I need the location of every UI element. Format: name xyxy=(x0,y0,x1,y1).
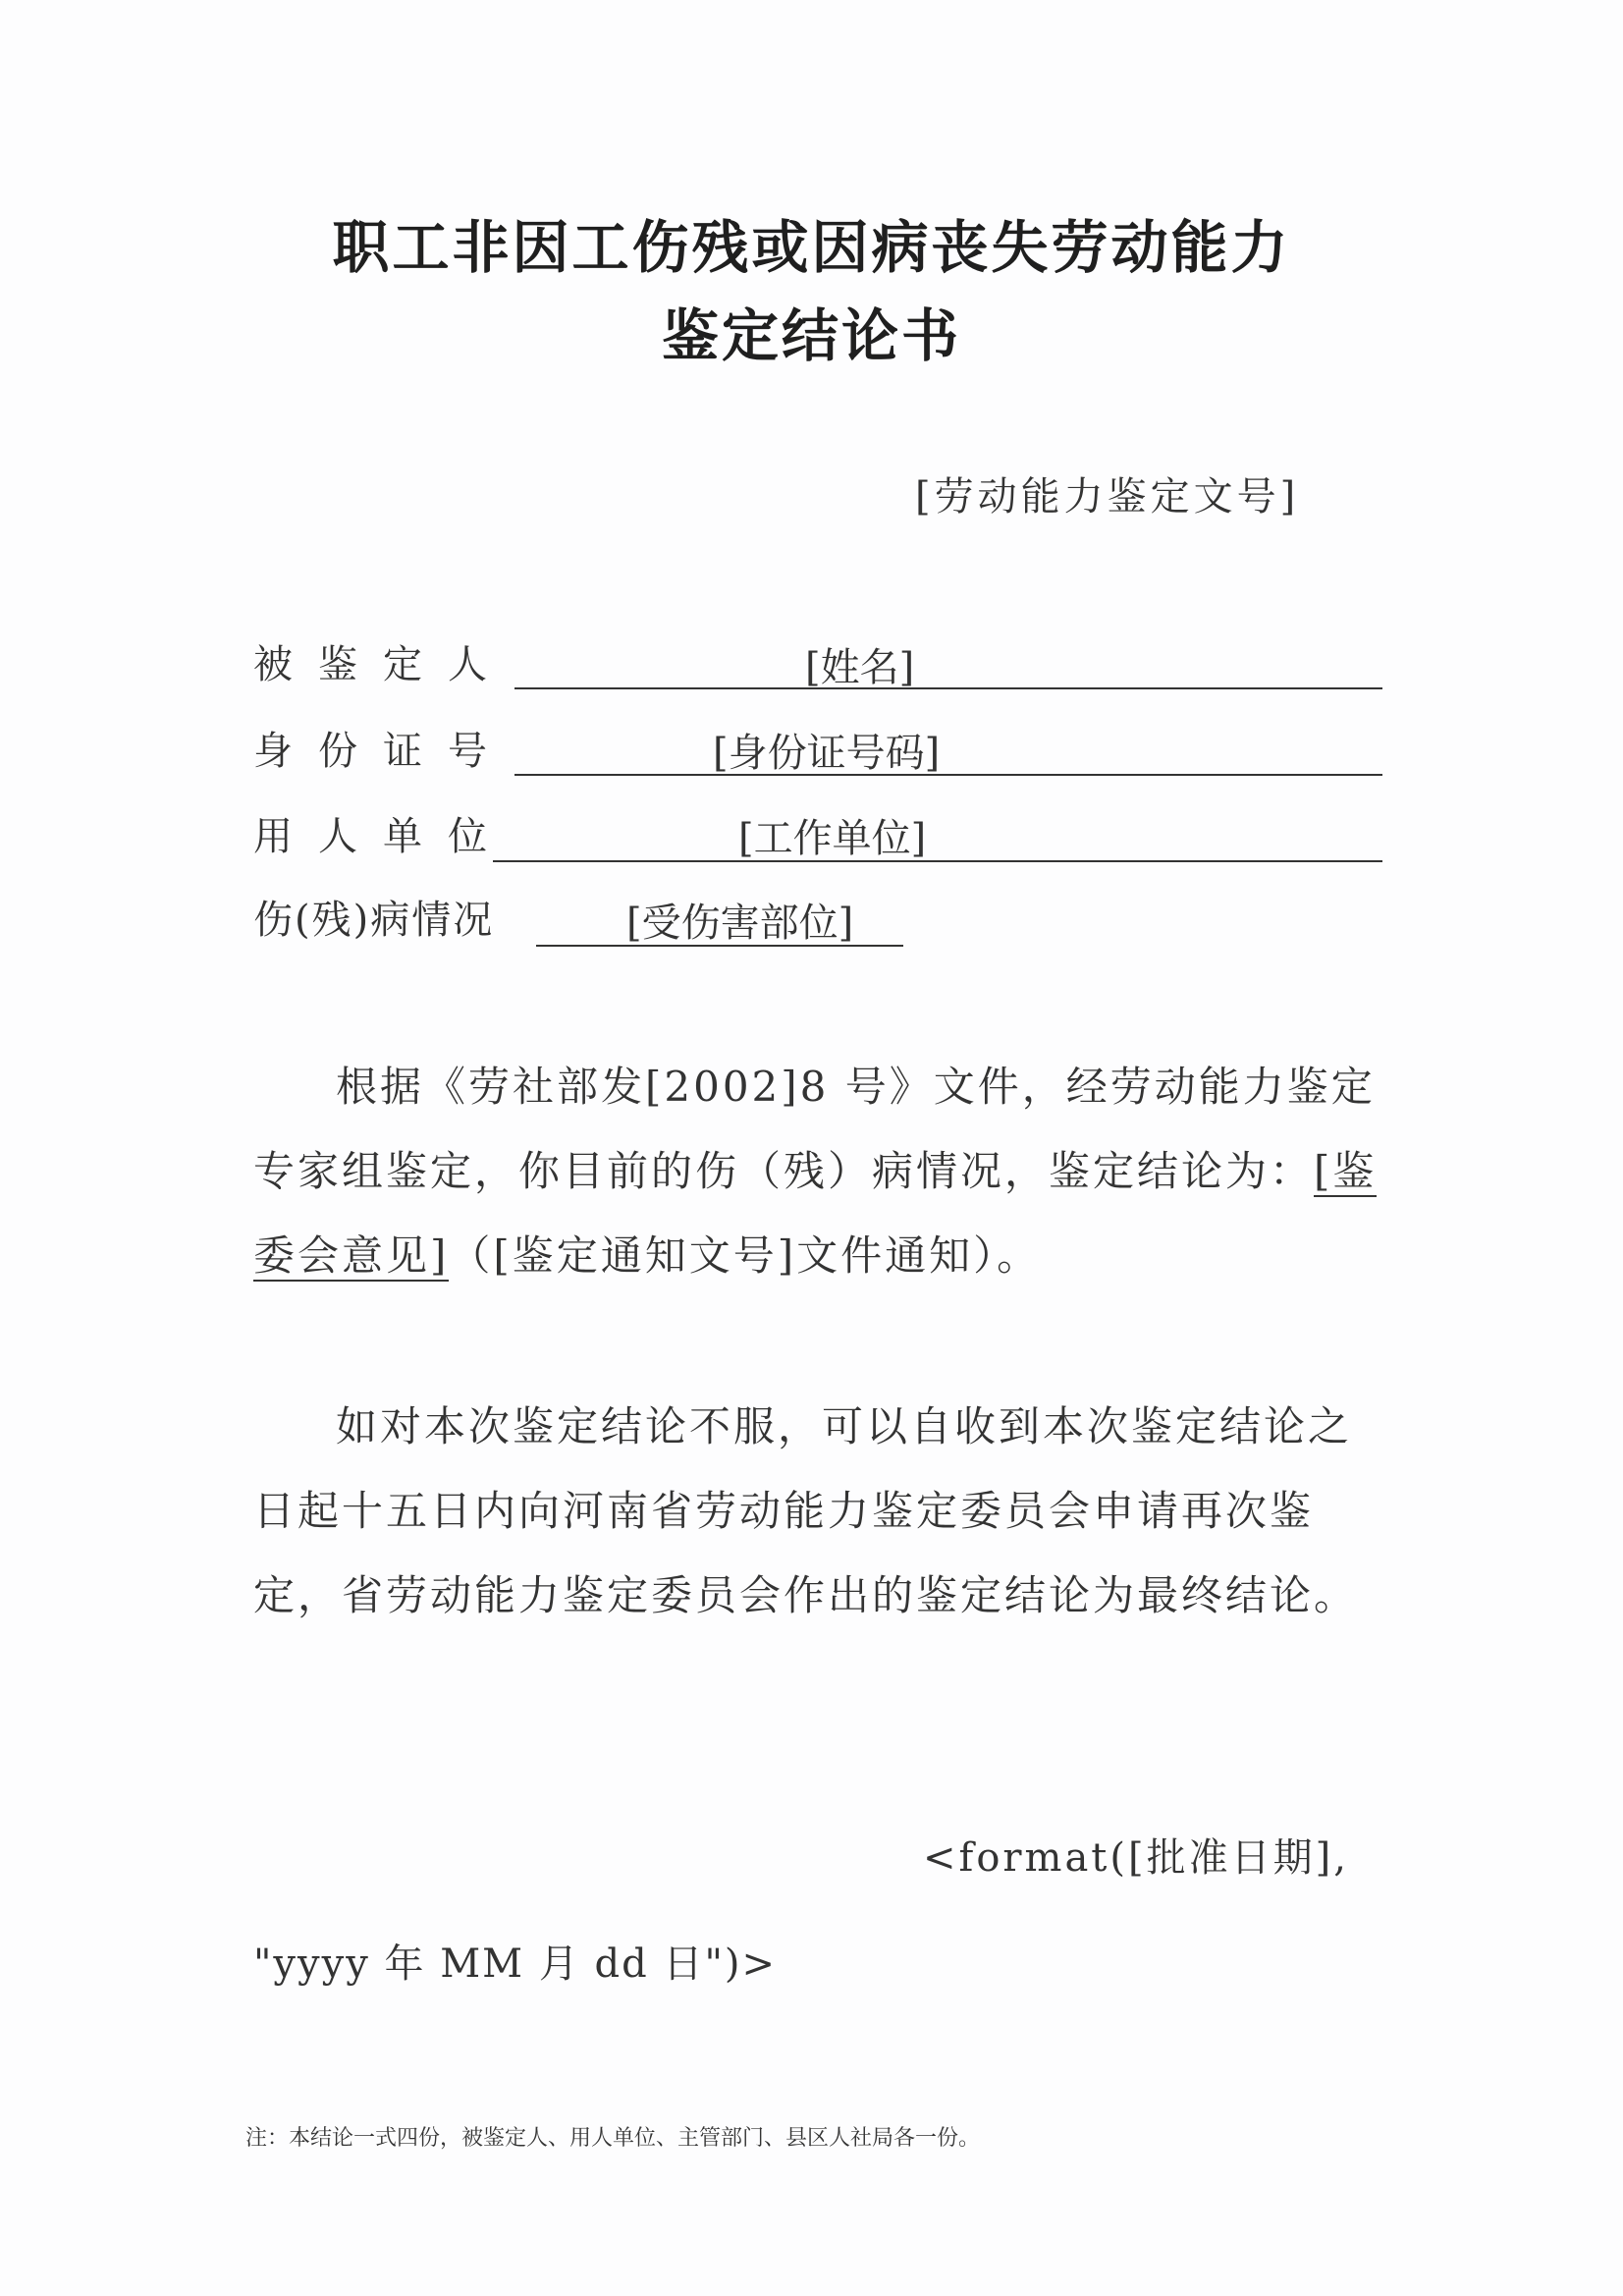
field-value-employer: [工作单位] xyxy=(738,816,927,861)
field-label-employer: 用人单位 xyxy=(253,814,513,859)
approval-date-line1: <format([批准日期], xyxy=(923,1835,1349,1881)
committee-opinion: [鉴委会意见] xyxy=(253,1147,1378,1280)
footnote: 注：本结论一式四份，被鉴定人、用人单位、主管部门、县区人社局各一份。 xyxy=(245,2126,981,2151)
field-label-id-number: 身份证号 xyxy=(253,729,513,774)
field-label-injury: 伤(残)病情况 xyxy=(253,898,495,943)
field-value-id-number: [身份证号码] xyxy=(713,731,941,776)
approval-date-line2: "yyyy 年 MM 月 dd 日")> xyxy=(253,1941,778,1987)
appeal-text: 如对本次鉴定结论不服，可以自收到本次鉴定结论之日起十五日内向河南省劳动能力鉴定委员会申请再次鉴定，省劳动能力鉴定委员会作出的鉴定结论为最终结论。 xyxy=(253,1402,1359,1619)
field-label-name: 被鉴定人 xyxy=(253,642,513,687)
field-value-injury: [受伤害部位] xyxy=(626,901,854,946)
field-underline-name xyxy=(514,638,1382,689)
field-underline-employer xyxy=(493,811,1382,862)
field-value-name: [姓名] xyxy=(805,645,915,690)
document-title-line1: 职工非因工伤残或因病丧失劳动能力 xyxy=(332,214,1291,281)
conclusion-paragraph xyxy=(253,1045,1382,1298)
appeal-paragraph xyxy=(253,1385,1382,1638)
conclusion-text-before: 根据《劳社部发[2002]8 号》文件，经劳动能力鉴定专家组鉴定，你目前的伤（残）病情况，鉴定结论为： xyxy=(253,1063,1376,1195)
document-number: [劳动能力鉴定文号] xyxy=(915,474,1300,519)
conclusion-text-after: （[鉴定通知文号]文件通知）。 xyxy=(449,1231,1042,1280)
document-title-line2: 鉴定结论书 xyxy=(661,302,961,369)
field-underline-id-number xyxy=(514,725,1382,776)
